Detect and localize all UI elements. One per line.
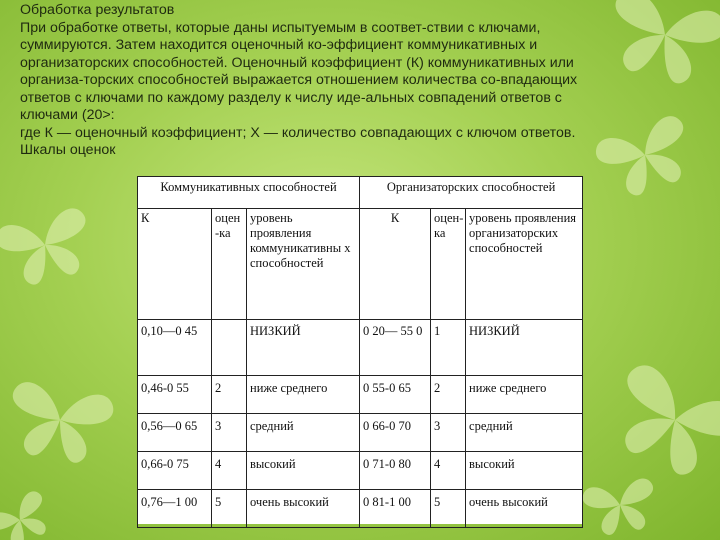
subheader-score-left: оцен -ка [212,209,247,320]
table-header-row [138,177,583,209]
header-communicative: Коммуникативных способностей [138,177,360,209]
intro-title: Обработка результатов [20,2,175,18]
subheader-score-right: оцен- ка [431,209,466,320]
cell-level-org: средний [466,414,583,452]
cell-score-comm [212,320,247,376]
scores-table [137,176,583,528]
cell-level-org: высокий [466,452,583,490]
cell-k-comm: 0,66-0 75 [138,452,212,490]
intro-line: Шкалы оценок [20,142,116,158]
cell-k-comm: 0,56—0 65 [138,414,212,452]
cell-score-org: 2 [431,376,466,414]
cell-score-comm: 4 [212,452,247,490]
cell-k-org: 0 71-0 80 [360,452,431,490]
table-row [138,490,583,528]
cell-k-org: 0 55-0 65 [360,376,431,414]
header-organizational: Организаторских способностей [360,177,583,209]
intro-line: организа-торских способностей выражается отношением количества со-впадающих [20,72,578,88]
subheader-level-right: уровень проявления организаторских способностей [466,209,583,320]
intro-line: организаторских способностей. Оценочный коэффициент (К) коммуникативных или [20,54,574,71]
intro-line: где К — оценочный коэффициент; X — количество совпадающих с ключом ответов. [20,124,576,141]
subheader-k-right: К [360,209,431,320]
cell-k-comm: 0,10—0 45 [138,320,212,376]
scores-table-sheet [137,176,582,524]
butterfly-icon [3,380,116,468]
cell-score-org: 5 [431,490,466,528]
cell-level-org: ниже среднего [466,376,583,414]
cell-score-org: 1 [431,320,466,376]
butterfly-icon [0,488,58,540]
table-subheader-row [138,209,583,320]
intro-text [20,2,620,160]
table-row [138,414,583,452]
cell-level-org: очень высокий [466,490,583,528]
subheader-level-left: уровень проявления коммуникативны х способностей [247,209,360,320]
cell-score-org: 3 [431,414,466,452]
butterfly-icon [0,205,98,291]
butterfly-icon [600,360,720,489]
cell-level-comm: высокий [247,452,360,490]
table-row [138,452,583,490]
cell-level-comm: НИЗКИЙ [247,320,360,376]
table-row [138,320,583,376]
cell-k-org: 0 66-0 70 [360,414,431,452]
cell-score-comm: 3 [212,414,247,452]
table-row [138,376,583,414]
intro-line: ключами (20>: [20,107,115,123]
cell-level-org: НИЗКИЙ [466,320,583,376]
cell-k-comm: 0,46-0 55 [138,376,212,414]
intro-line: суммируются. Затем находится оценочный ко-эффициент коммуникативных и [20,37,538,53]
cell-score-org: 4 [431,452,466,490]
intro-line: ответов с ключами по каждому разделу к числу иде-альных совпадений ответов с [20,89,562,106]
cell-level-comm: очень высокий [247,490,360,528]
intro-line: При обработке ответы, которые даны испытуемым в соответ-ствии с ключами, [20,19,541,36]
cell-level-comm: средний [247,414,360,452]
cell-score-comm: 2 [212,376,247,414]
cell-k-org: 0 81-1 00 [360,490,431,528]
cell-level-comm: ниже среднего [247,376,360,414]
subheader-k-left: К [138,209,212,320]
cell-score-comm: 5 [212,490,247,528]
cell-k-org: 0 20— 55 0 [360,320,431,376]
cell-k-comm: 0,76—1 00 [138,490,212,528]
butterfly-icon [581,477,660,539]
